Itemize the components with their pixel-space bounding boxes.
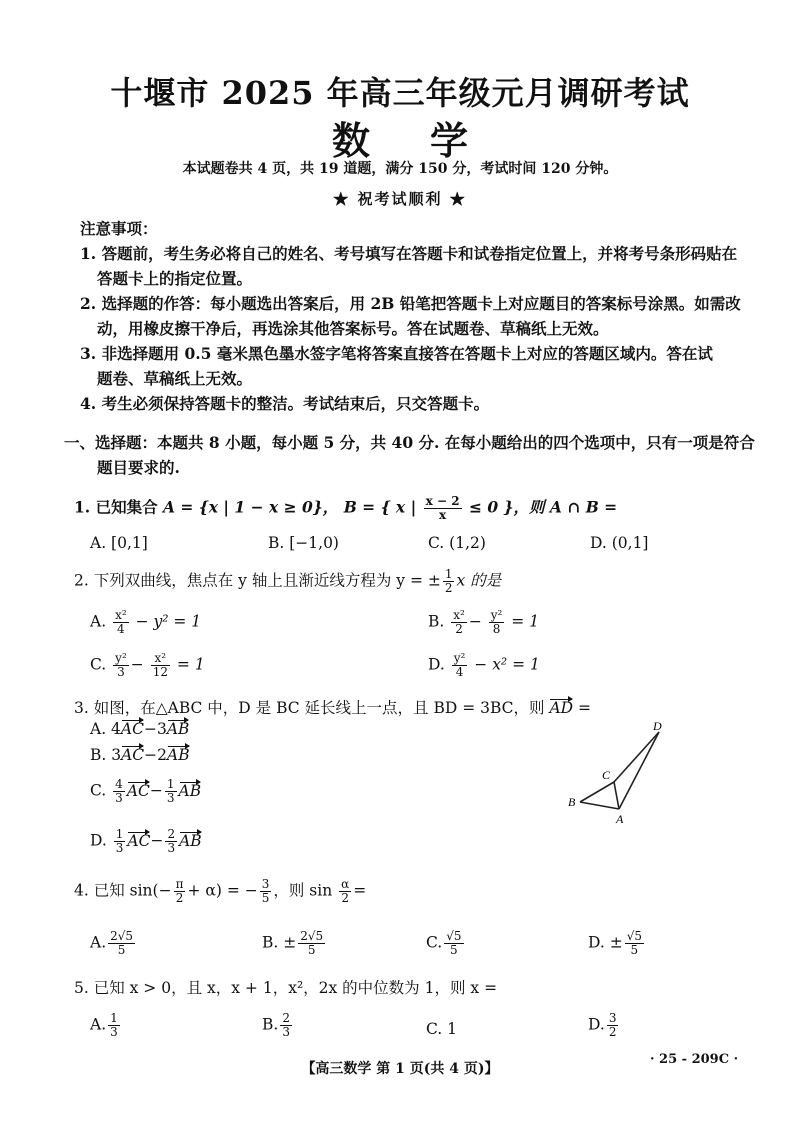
page-footer: 【高三数学 第 1 页(共 4 页)】 — [301, 1061, 499, 1077]
q2-option-c: C. $\frac{\text{y²}}{3}$ − $\frac{\text{x²}}{12}$ = 1 — [90, 651, 205, 679]
q5-option-c: C. 1 — [426, 1020, 458, 1038]
note-line: 动，用橡皮擦干净后，再选涂其他答案标号。答在试题卷、草稿纸上无效。 — [97, 319, 609, 338]
segment-ba — [580, 802, 619, 809]
section-heading — [64, 430, 755, 480]
q1-option-a: A. [0,1] — [90, 534, 148, 552]
question-3-stem: 3. 如图，在△ABC 中，D 是 BC 延长线上一点，且 BD = 3BC，则 AD = — [74, 699, 592, 717]
note-line: 4. 考生必须保持答题卡的整洁。考试结束后，只交答题卡。 — [80, 394, 490, 413]
subject-title: 数学 — [331, 118, 528, 163]
q2-option-d: D. $\frac{\text{y²}}{4}$ − x² = 1 — [428, 651, 540, 679]
q1-option-d: D. (0,1] — [590, 534, 649, 552]
exam-info: 本试题卷共 4 页，共 19 道题，满分 150 分，考试时间 120 分钟。 — [182, 161, 618, 177]
vector-ad: AD — [549, 699, 574, 717]
q1-option-b: B. [−1,0) — [268, 534, 339, 552]
note-line: 2. 选择题的作答：每小题选出答案后，用 2B 铅笔把答题卡上对应题目的答案标号涂黑。如需改 — [80, 294, 741, 313]
question-1-stem — [74, 495, 617, 522]
label-d: D — [653, 719, 662, 733]
note-line: 题卷、草稿纸上无效。 — [97, 369, 253, 388]
label-a: A — [616, 812, 624, 826]
notes-block — [80, 216, 741, 416]
question-5-stem: 5. 已知 x > 0，且 x，x + 1，x²，2x 的中位数为 1，则 x = — [74, 979, 498, 997]
q4-option-d: D. ± $\frac{√5}{5}$ — [588, 929, 642, 957]
question-2-stem: 2. 下列双曲线，焦点在 y 轴上且渐近线方程为 y = ± $\frac{1}{2}$ x 的是 — [74, 567, 502, 595]
note-line: 答题卡上的指定位置。 — [97, 269, 253, 288]
q1-suffix: ≤ 0 }，则 A ∩ B = — [468, 497, 618, 517]
good-luck: ★ 祝考试顺利 ★ — [333, 190, 467, 208]
exam-title: 十堰市 2025 年高三年级元月调研考试 — [110, 74, 690, 112]
label-c: C — [602, 768, 611, 782]
q1-option-c: C. (1,2) — [428, 534, 486, 552]
q4-option-a: A. $\frac{2√5}{5}$ — [90, 929, 134, 957]
q1-prefix: 1. 已知集合 — [74, 497, 163, 517]
section-line: 一、选择题：本题共 8 小题，每小题 5 分，共 40 分. 在每小题给出的四个选项中，只有一项是符合 — [64, 433, 755, 452]
label-b: B — [568, 795, 576, 809]
note-line: 1. 答题前，考生务必将自己的姓名、考号填写在答题卡和试卷指定位置上，并将考号条形码贴在 — [80, 244, 738, 263]
q1-fraction: $\frac{x - 2}{x}$ — [425, 494, 460, 522]
segment-bc — [580, 782, 614, 802]
q5-option-a: A. $\frac{1}{3}$ — [90, 1011, 118, 1039]
q5-option-b: B. $\frac{2}{3}$ — [262, 1011, 290, 1039]
q2-option-b: B. $\frac{\text{x²}}{2}$ − $\frac{\text{y²}}{8}$ = 1 — [428, 608, 540, 636]
q5-option-d: D. $\frac{3}{2}$ — [588, 1011, 617, 1039]
q2-option-a: A. $\frac{\text{x²}}{4}$ − y² = 1 — [90, 608, 202, 636]
q4-option-b: B. ± $\frac{2√5}{5}$ — [262, 929, 324, 957]
segment-ca — [614, 782, 619, 809]
paper-code: · 25 - 209C · — [650, 1052, 739, 1067]
q3-option-b: B. 3AC−2AB — [90, 746, 190, 764]
q1-set-b: B = { x | — [343, 497, 417, 517]
section-line: 题目要求的. — [97, 458, 180, 477]
q3-option-a: A. 4AC−3AB — [90, 720, 190, 738]
notes-heading: 注意事项： — [80, 219, 158, 238]
question-4-stem: 4. 已知 sin(− $\frac{\pi}{2}$ + α) = − $\frac{3}{5}$ ，则 sin $\frac{\alpha}{2}$ = — [74, 877, 367, 905]
q3-option-d: D. $\frac{1}{3}$ AC− $\frac{2}{3}$ AB — [90, 827, 202, 855]
triangle-figure — [560, 718, 680, 828]
note-line: 3. 非选择题用 0.5 毫米黑色墨水签字笔将答案直接答在答题卡上对应的答题区域内。答在试 — [80, 344, 713, 363]
q4-option-c: C. $\frac{√5}{5}$ — [426, 929, 462, 957]
q3-option-c: C. $\frac{4}{3}$ AC− $\frac{1}{3}$ AB — [90, 777, 202, 805]
q1-set-a: A = {x | 1 − x ≥ 0}， — [162, 497, 339, 517]
q2-fraction: $\frac{1}{2}$ — [444, 567, 453, 595]
